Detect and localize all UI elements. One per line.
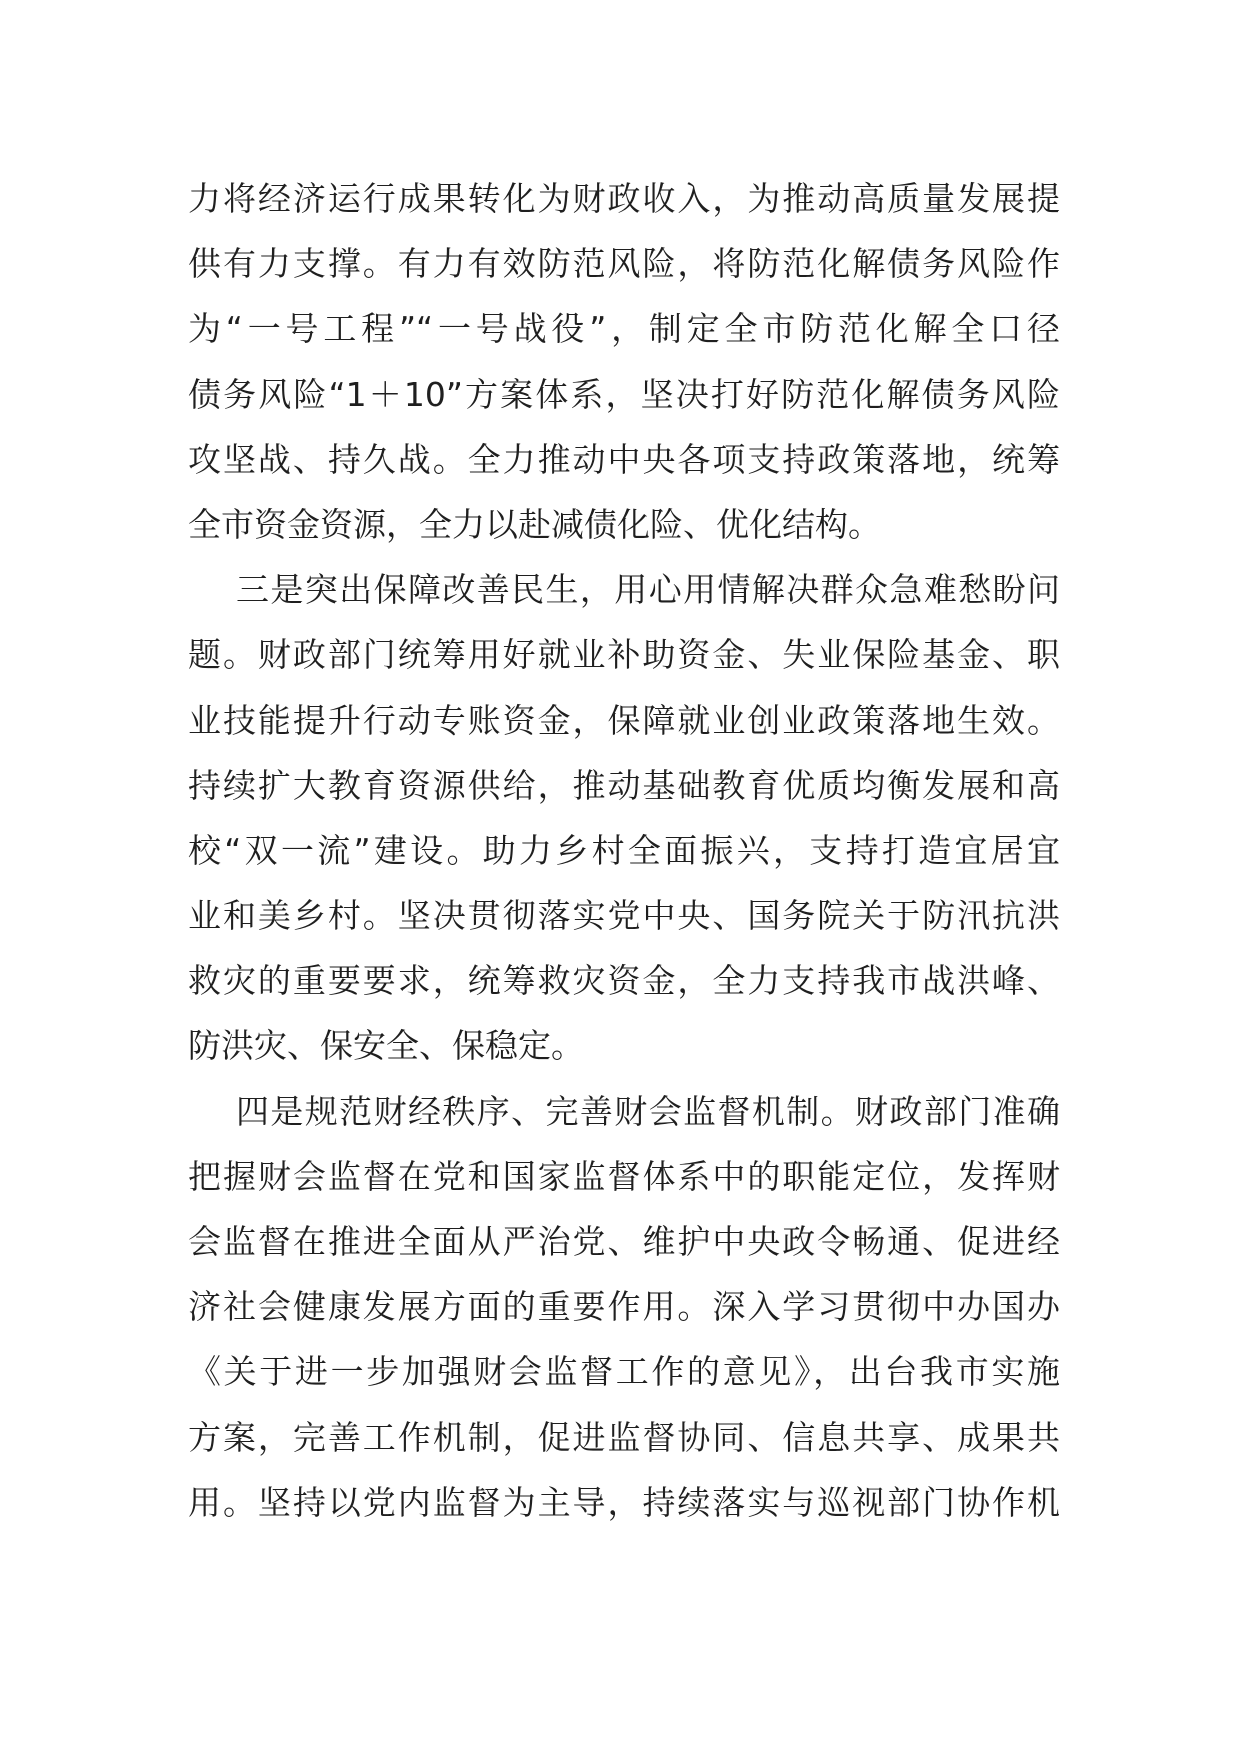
- text-line: 题。财政部门统筹用好就业补助资金、失业保险基金、职: [188, 635, 1060, 675]
- text-line: 为“一号工程”“一号战役”，制定全市防范化解全口径: [188, 309, 1060, 349]
- paragraph-end-line: 防洪灾、保安全、保稳定。: [188, 1026, 584, 1066]
- text-line: 会监督在推进全面从严治党、维护中央政令畅通、促进经: [188, 1222, 1060, 1261]
- text-line: 校“双一流”建设。助力乡村全面振兴，支持打造宜居宜: [188, 830, 1060, 870]
- paragraph-end-line: 全市资金资源，全力以赴减债化险、优化结构。: [188, 504, 881, 544]
- text-line: 把握财会监督在党和国家监督体系中的职能定位，发挥财: [188, 1156, 1060, 1196]
- text-line: 济社会健康发展方面的重要作用。深入学习贯彻中办国办: [188, 1287, 1060, 1327]
- text-line: 用。坚持以党内监督为主导，持续落实与巡视部门协作机: [188, 1482, 1060, 1522]
- text-line: 方案，完善工作机制，促进监督协同、信息共享、成果共: [188, 1417, 1060, 1457]
- paragraph-start-line: 三是突出保障改善民生，用心用情解决群众急难愁盼问: [236, 570, 1060, 610]
- text-line: 《关于进一步加强财会监督工作的意见》，出台我市实施: [188, 1352, 1060, 1392]
- text-line: 业技能提升行动专账资金，保障就业创业政策落地生效。: [188, 700, 1060, 740]
- text-line: 救灾的重要要求，统筹救灾资金，全力支持我市战洪峰、: [188, 961, 1060, 1001]
- document-body: [188, 166, 1060, 1535]
- text-line: 攻坚战、持久战。全力推动中央各项支持政策落地，统筹: [188, 439, 1060, 479]
- paragraph-start-line: 四是规范财经秩序、完善财会监督机制。财政部门准确: [236, 1091, 1060, 1131]
- text-line: 业和美乡村。坚决贯彻落实党中央、国务院关于防汛抗洪: [188, 896, 1060, 936]
- text-line: 力将经济运行成果转化为财政收入，为推动高质量发展提: [188, 179, 1060, 218]
- text-line: 供有力支撑。有力有效防范风险，将防范化解债务风险作: [188, 244, 1060, 284]
- text-line: 债务风险“1＋10”方案体系，坚决打好防范化解债务风险: [188, 374, 1060, 414]
- text-line: 持续扩大教育资源供给，推动基础教育优质均衡发展和高: [188, 765, 1060, 805]
